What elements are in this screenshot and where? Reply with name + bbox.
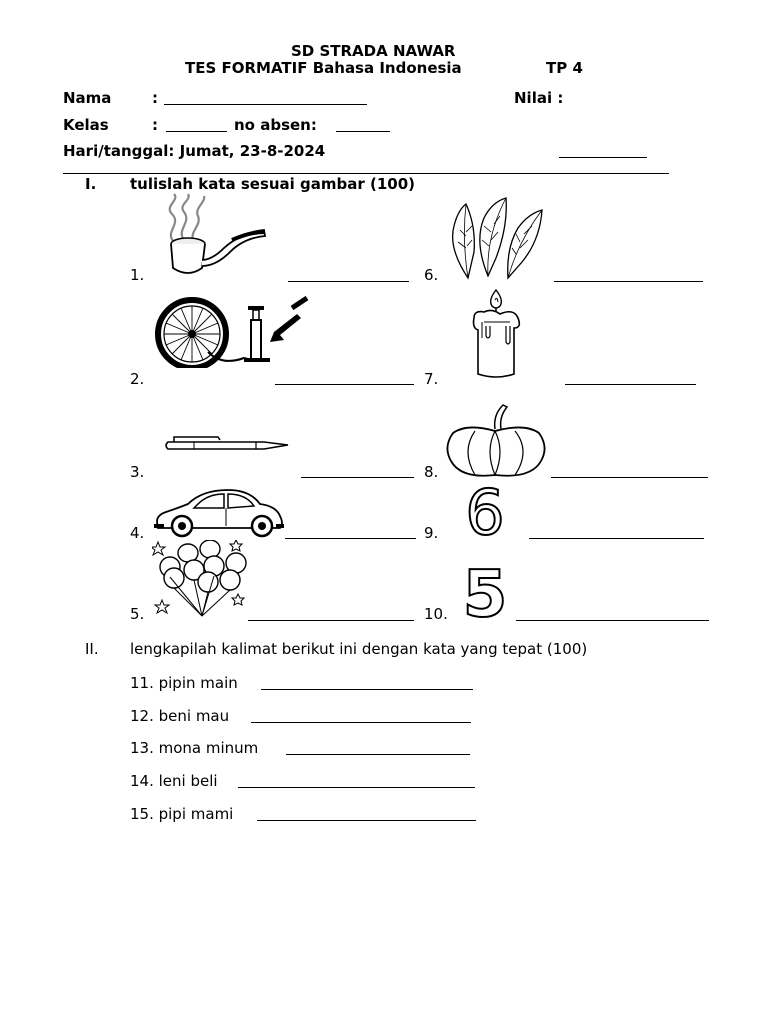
nama-label: Nama: [63, 89, 112, 107]
svg-text:5: 5: [462, 560, 508, 620]
answer-line-1[interactable]: [288, 281, 409, 282]
answer-line-2[interactable]: [275, 384, 414, 385]
answer-line-3[interactable]: [301, 477, 414, 478]
item-number-3: 3.: [130, 463, 145, 481]
item-number-5: 5.: [130, 605, 145, 623]
section2-numeral: II.: [85, 640, 99, 658]
number-six-icon: [460, 482, 510, 540]
pumpkin-icon: [445, 403, 547, 479]
car-icon: [152, 488, 286, 540]
sentence-line-11[interactable]: [261, 689, 473, 690]
sentence-item-15: 15. pipi mami: [130, 805, 234, 823]
sentence-line-13[interactable]: [286, 754, 470, 755]
date-text: Hari/tanggal: Jumat, 23-8-2024: [63, 142, 326, 160]
item-number-1: 1.: [130, 266, 145, 284]
item-number-6: 6.: [424, 266, 439, 284]
svg-text:6: 6: [465, 482, 505, 540]
nilai-field[interactable]: [559, 157, 647, 158]
smoking-pipe-icon: [152, 192, 270, 280]
header-divider: [63, 173, 669, 174]
number-five-icon: [458, 560, 512, 620]
no-absen-field[interactable]: [336, 131, 390, 132]
answer-line-6[interactable]: [554, 281, 703, 282]
kelas-field[interactable]: [166, 131, 227, 132]
answer-line-7[interactable]: [565, 384, 696, 385]
sentence-line-15[interactable]: [257, 820, 476, 821]
sentence-item-11: 11. pipin main: [130, 674, 238, 692]
item-number-8: 8.: [424, 463, 439, 481]
section2-instruction: lengkapilah kalimat berikut ini dengan kata yang tepat (100): [130, 640, 588, 658]
feathers-icon: [446, 196, 548, 280]
section1-instruction: tulislah kata sesuai gambar (100): [130, 175, 416, 193]
item-number-2: 2.: [130, 370, 145, 388]
sentence-item-12: 12. beni mau: [130, 707, 230, 725]
answer-line-8[interactable]: [551, 477, 708, 478]
item-number-9: 9.: [424, 524, 439, 542]
item-number-4: 4.: [130, 524, 145, 542]
kelas-colon: :: [152, 116, 158, 134]
nilai-label: Nilai :: [514, 89, 564, 107]
answer-line-4[interactable]: [285, 538, 416, 539]
sentence-line-14[interactable]: [238, 787, 475, 788]
bicycle-wheel-pump-icon: [152, 296, 310, 368]
tp-label: TP 4: [546, 59, 583, 77]
sentence-item-13: 13. mona minum: [130, 739, 259, 757]
pen-icon: [152, 418, 296, 472]
sentence-item-14: 14. leni beli: [130, 772, 218, 790]
item-number-10: 10.: [424, 605, 448, 623]
candle-icon: [470, 288, 526, 382]
school-name: SD STRADA NAWAR: [291, 42, 456, 60]
answer-line-10[interactable]: [516, 620, 709, 621]
no-absen-label: no absen:: [234, 116, 317, 134]
sentence-line-12[interactable]: [251, 722, 471, 723]
balloons-icon: [152, 540, 248, 620]
nama-colon: :: [152, 89, 158, 107]
kelas-label: Kelas: [63, 116, 109, 134]
item-number-7: 7.: [424, 370, 439, 388]
test-title: TES FORMATIF Bahasa Indonesia: [185, 59, 462, 77]
nama-field[interactable]: [164, 104, 367, 105]
section1-numeral: I.: [85, 175, 97, 193]
answer-line-9[interactable]: [529, 538, 704, 539]
answer-line-5[interactable]: [248, 620, 414, 621]
